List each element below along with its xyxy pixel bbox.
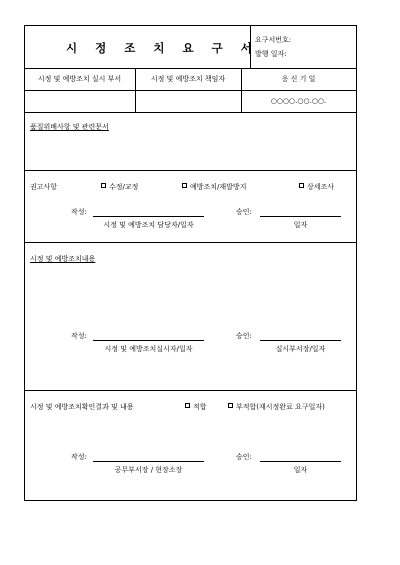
checkbox-investigate[interactable]: [299, 183, 304, 188]
manager-label: 시정 및 예방조치 책임자: [150, 75, 226, 83]
checkbox-fail[interactable]: [228, 403, 233, 408]
recommend-writer-line[interactable]: [93, 216, 204, 217]
checkbox-pass[interactable]: [185, 403, 190, 408]
option-investigate: 상세조사: [299, 183, 334, 192]
confirm-writer-caption: 공무부서장 / 현장소장: [114, 466, 183, 474]
option-prevent: 예방조치/재발방지: [182, 183, 246, 192]
document-title: 시 정 조 치 요 구 서: [66, 41, 259, 55]
info-mid-line: [24, 90, 356, 91]
action-heading: 시정 및 예방조치내용: [30, 255, 96, 263]
option-fail: 부적합(재시정완료 요구일자): [228, 403, 325, 412]
recommend-writer-label: 작성:: [71, 208, 87, 216]
confirm-approve-caption: 일자: [293, 466, 308, 474]
action-writer-line[interactable]: [93, 340, 204, 341]
confirm-writer-line[interactable]: [93, 461, 204, 462]
recommend-approve-label: 승인:: [236, 208, 252, 216]
info-bottom-line: [24, 112, 356, 113]
action-approve-line[interactable]: [260, 340, 341, 341]
receipt-label: 응 신 기 일: [281, 75, 316, 83]
receipt-value: ○○○○.○○.○○.: [270, 97, 327, 105]
issue-date-label: 발행 일자:: [255, 50, 287, 58]
frame-top: [24, 25, 356, 26]
option-pass: 적합: [185, 403, 207, 412]
option-correct: 수정/교정: [101, 183, 138, 192]
dept-label: 시정 및 예방조치 실시 부서: [37, 75, 122, 83]
recommend-approve-line[interactable]: [260, 216, 341, 217]
confirm-writer-label: 작성:: [71, 453, 87, 461]
confirm-approve-label: 승인:: [236, 453, 252, 461]
action-bottom-line: [24, 390, 356, 391]
recommend-bottom-line: [24, 242, 356, 243]
action-writer-label: 작성:: [71, 332, 87, 340]
confirm-approve-line[interactable]: [260, 461, 341, 462]
checkbox-correct[interactable]: [101, 183, 106, 188]
action-approve-label: 승인:: [236, 332, 252, 340]
recommend-writer-caption: 시정 및 예방조치 담당자/일자: [103, 221, 194, 229]
frame-left: [24, 25, 25, 500]
header-bottom-line: [24, 68, 356, 69]
action-writer-caption: 시정 및 예방조치실시자/일자: [104, 345, 193, 353]
checkbox-prevent[interactable]: [182, 183, 187, 188]
recommend-label: 권고사항: [30, 183, 58, 191]
request-number-label: 요구서번호:: [255, 36, 292, 44]
frame-right: [356, 25, 357, 501]
quality-bottom-line: [24, 170, 356, 171]
confirm-heading: 시정 및 예방조치확인결과 및 내용: [30, 403, 134, 411]
recommend-approve-caption: 일자: [293, 221, 308, 229]
action-approve-caption: 실시부서장/일자: [275, 345, 326, 353]
frame-bottom: [24, 500, 356, 501]
quality-heading: 품질위배사항 및 관련문서: [30, 123, 109, 131]
